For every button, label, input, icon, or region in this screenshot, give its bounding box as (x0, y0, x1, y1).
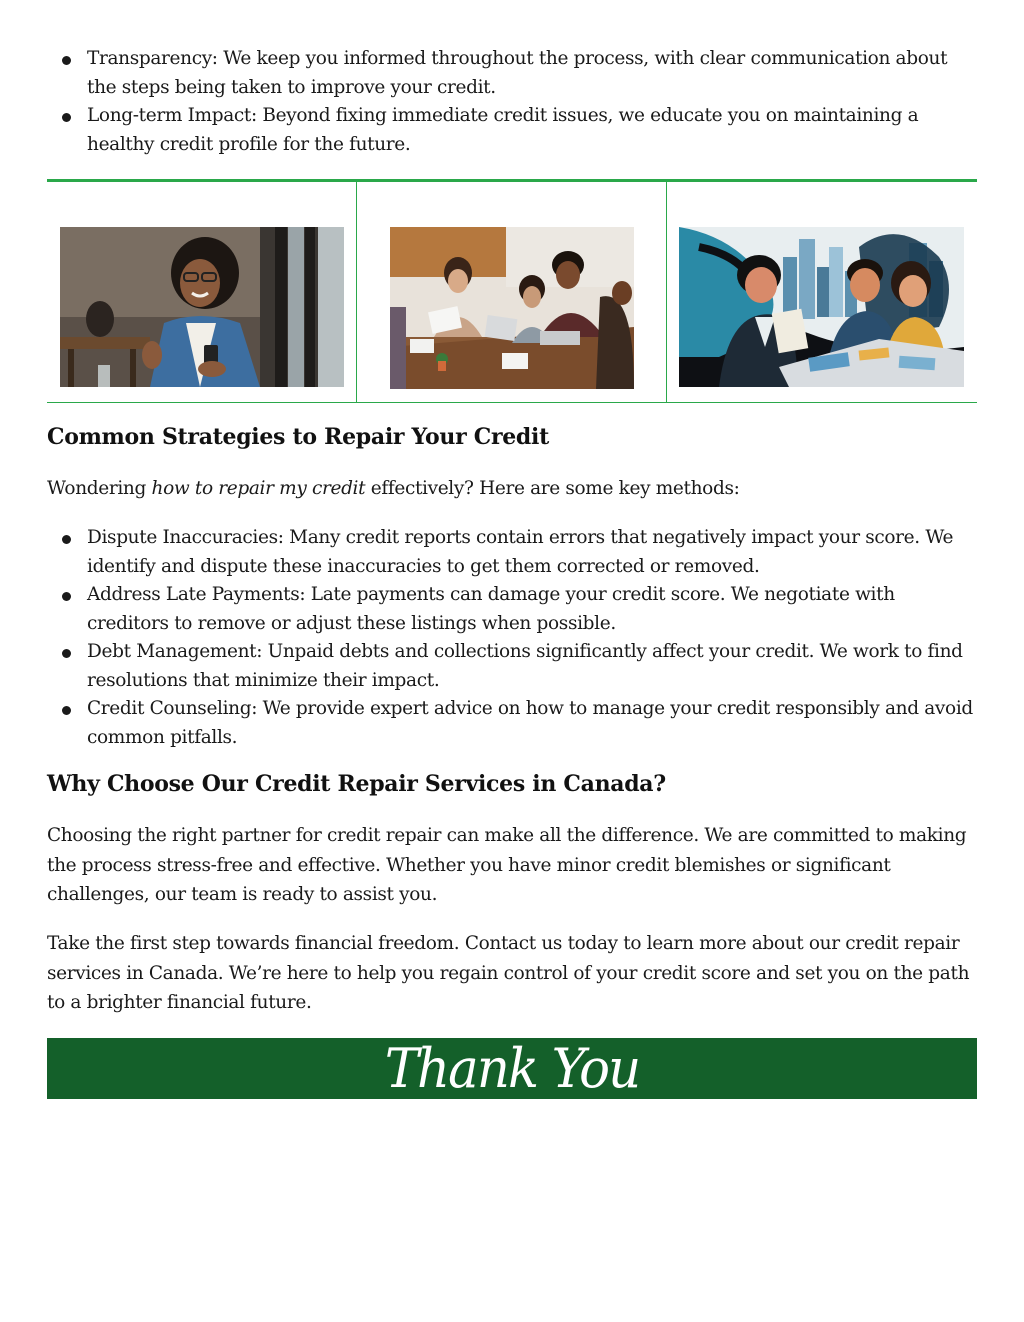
why-heading: Why Choose Our Credit Repair Services in Canada? (47, 771, 666, 797)
list-item: Transparency: We keep you informed throughout the process, with clear communication about the steps being taken to improve your credit. (47, 45, 977, 102)
thank-you-banner (47, 1038, 977, 1099)
gallery-divider (356, 182, 357, 402)
list-item: Debt Management: Unpaid debts and collections significantly affect your credit. We work to find resolutions that minimize their impact. (47, 638, 977, 695)
gallery-divider (666, 182, 667, 402)
credit-advisor-illustration (679, 227, 964, 387)
image-gallery (47, 179, 977, 403)
intro-suffix: effectively? Here are some key methods: (365, 478, 740, 499)
list-item: Dispute Inaccuracies: Many credit reports contain errors that negatively impact your score. We identify and dispute these inaccuracies to get them corrected or removed. (47, 524, 977, 581)
list-item: Long-term Impact: Beyond fixing immediate credit issues, we educate you on maintaining a healthy credit profile for the future. (47, 102, 977, 159)
why-paragraph-1: Choosing the right partner for credit repair can make all the difference. We are committed to making the process stress-free and effective. Whether you have minor credit blemishes or significant challenges, our team is ready to assist you. (47, 825, 967, 905)
top-bullet-list (47, 45, 977, 159)
strategies-list (47, 524, 977, 752)
list-item: Credit Counseling: We provide expert advice on how to manage your credit responsibly and avoid common pitfalls. (47, 695, 977, 752)
thank-you-text: Thank You (384, 1037, 640, 1100)
strategies-heading: Common Strategies to Repair Your Credit (47, 424, 549, 450)
list-item: Address Late Payments: Late payments can damage your credit score. We negotiate with creditors to remove or adjust these listings when possible. (47, 581, 977, 638)
woman-with-phone-photo (60, 227, 344, 387)
strategies-intro (47, 474, 977, 504)
intro-prefix: Wondering (47, 478, 152, 499)
team-meeting-photo (390, 227, 634, 389)
why-paragraph-2: Take the first step towards financial freedom. Contact us today to learn more about our credit repair services in Canada. We’re here to help you regain control of your credit score and set you on the path to a brighter financial future. (47, 933, 970, 1013)
intro-emphasis: how to repair my credit (151, 478, 366, 499)
